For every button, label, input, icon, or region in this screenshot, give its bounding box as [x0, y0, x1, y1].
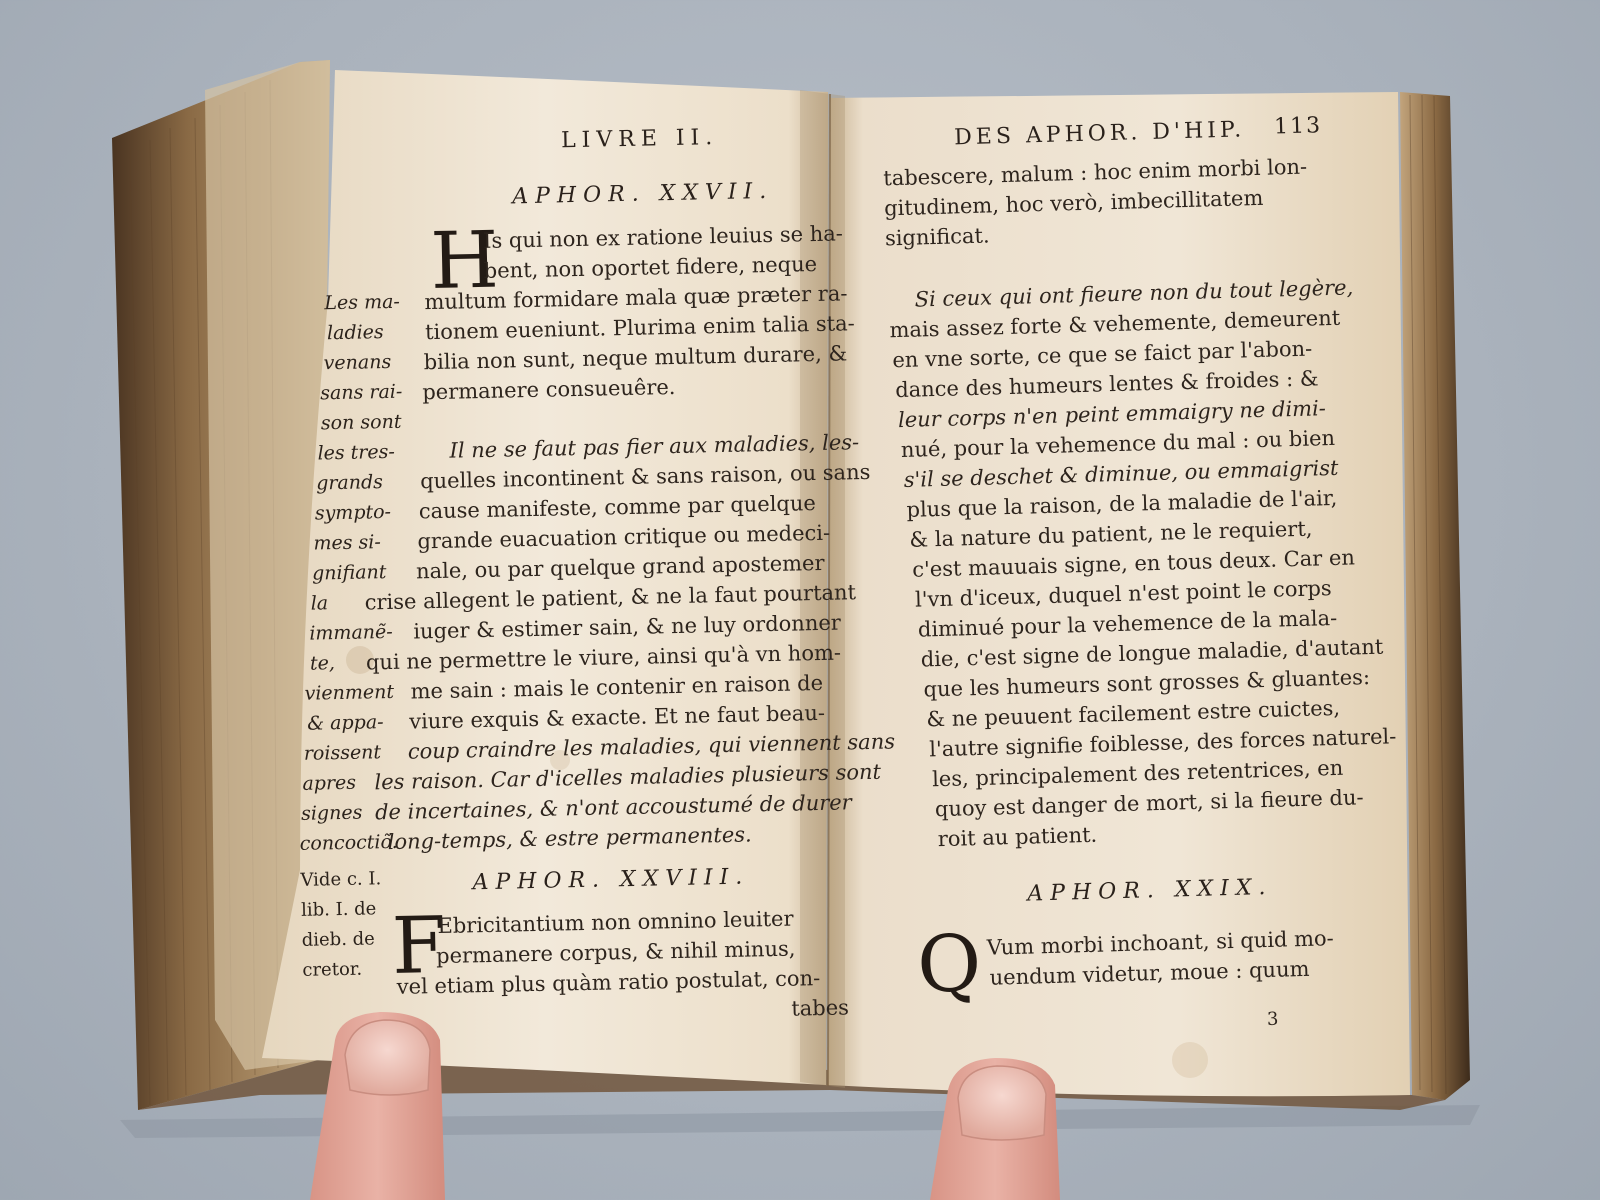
text-line: les raison. Car d'icelles maladies plusieurs sont	[374, 759, 882, 795]
text-line: crise allegent le patient, & ne la faut pourtant	[364, 580, 857, 615]
margin-note: roissent	[303, 741, 382, 765]
text-line: long-temps, & estre permanentes.	[387, 822, 752, 855]
text-line: quelles incontinent & sans raison, ou sans	[419, 459, 871, 494]
margin-note: signes	[300, 801, 363, 825]
text-line: permanere corpus, & nihil minus,	[435, 936, 796, 969]
left-running-head: LIVRE II.	[560, 124, 719, 154]
text-line: s'il se deschet & diminue, ou emmaigrist	[903, 455, 1339, 492]
aphor-28-title: APHOR. XXVIII.	[472, 864, 750, 896]
text-line: me sain : mais le contenir en raison de	[410, 670, 824, 704]
text-line: viure exquis & exacte. Et ne faut beau-	[408, 700, 826, 734]
text-line: roit au patient.	[937, 822, 1098, 852]
text-line: leur corps n'en peint emmaigry ne dimi-	[897, 396, 1327, 433]
text-line: & ne peuuent facilement estre cuictes,	[926, 695, 1341, 732]
text-line: iuger & estimer sain, & ne luy ordonner	[413, 610, 842, 644]
text-line: diminué pour la vehemence de la mala-	[917, 605, 1338, 642]
right-running-head: DES APHOR. D'HIP.	[953, 117, 1246, 151]
text-line: Is qui non ex ratione leuius se ha-	[482, 221, 844, 253]
text-line: Vum morbi inchoant, si quid mo-	[986, 926, 1335, 960]
margin-note: ladies	[326, 321, 384, 345]
margin-note: mes si-	[313, 531, 381, 555]
margin-note: apres	[302, 771, 357, 795]
text-line: en vne sorte, ce que se faict par l'abon-	[892, 336, 1313, 373]
margin-note: immanẽ-	[309, 620, 393, 645]
margin-ref-line: Vide c. I.	[300, 868, 382, 891]
text-line: significat.	[884, 223, 990, 251]
text-line: multum formidare mala quæ præter ra-	[424, 281, 848, 315]
margin-note: sympto-	[314, 500, 392, 525]
text-line: Ebricitantium non omnino leuiter	[437, 906, 794, 939]
text-line: c'est mauuais signe, en tous deux. Car en	[911, 545, 1356, 582]
text-line: qui ne permettre le viure, ainsi qu'à vn hom-	[365, 640, 842, 675]
text-line: cause manifeste, comme par quelque	[418, 491, 817, 524]
text-line: coup craindre les maladies, qui viennent sans	[407, 729, 896, 764]
text-line: Il ne se faut pas fier aux maladies, les-	[449, 430, 860, 463]
margin-note: grands	[315, 471, 384, 495]
text-line: permanere consueuêre.	[422, 374, 676, 405]
margin-note: venans	[323, 350, 392, 375]
text-line: Si ceux qui ont fieure non du tout legère,	[914, 275, 1354, 312]
margin-note: te,	[309, 652, 336, 675]
text-line: l'autre signifie foiblesse, des forces naturel-	[928, 724, 1397, 762]
text-line: uendum videtur, moue : quum	[989, 956, 1310, 990]
text-line: bilia non sunt, neque multum durare, &	[423, 341, 848, 375]
text-line: grande euacuation critique ou medeci-	[417, 520, 831, 554]
drop-cap-h: H	[429, 215, 500, 308]
text-line: bent, non oportet fidere, neque	[483, 251, 818, 283]
margin-note: concoctiõ.	[299, 830, 398, 855]
aphor-27-title: APHOR. XXVII.	[511, 178, 774, 210]
text-line: plus que la raison, de la maladie de l'air,	[906, 485, 1338, 522]
text-line: & la nature du patient, ne le requiert,	[909, 516, 1313, 552]
page-number: 113	[1273, 113, 1323, 140]
margin-note: sans rai-	[320, 380, 403, 405]
margin-note: son sont	[320, 410, 402, 435]
text-line: tionem eueniunt. Plurima enim talia sta-	[424, 311, 855, 345]
aphor-29-title: APHOR. XXIX.	[1027, 874, 1273, 907]
text-line: quoy est danger de mort, si la fieure du-	[934, 785, 1364, 822]
signature-mark: 3	[1266, 1008, 1279, 1031]
margin-note: la	[310, 592, 329, 615]
margin-ref-line: dieb. de	[301, 928, 376, 951]
text-line: die, c'est signe de longue maladie, d'autant	[920, 634, 1384, 672]
margin-note: les tres-	[317, 440, 396, 465]
text-line: mais assez forte & vehemente, demeurent	[889, 305, 1341, 343]
margin-note: gnifiant	[311, 561, 387, 585]
text-line: nué, pour la vehemence du mal : ou bien	[900, 425, 1336, 463]
drop-cap-f: F	[390, 900, 447, 992]
text-line: les, principalement des retentrices, en	[931, 755, 1344, 792]
text-line: nale, ou par quelque grand apostemer	[415, 550, 825, 584]
text-line: tabes	[791, 995, 850, 1021]
drop-cap-q: Q	[916, 918, 983, 1011]
margin-note: & appa-	[306, 711, 384, 735]
text-line: de incertaines, & n'ont accoustumé de durer	[374, 790, 852, 825]
text-line: vel etiam plus quàm ratio postulat, con-	[396, 966, 821, 999]
text-line: l'vn d'iceux, duquel n'est point le corps	[914, 576, 1332, 612]
text-line: gitudinem, hoc verò, imbecillitatem	[883, 185, 1264, 221]
text-line: tabescere, malum : hoc enim morbi lon-	[882, 154, 1308, 191]
margin-note: Les ma-	[324, 290, 401, 315]
margin-ref-line: lib. I. de	[300, 898, 377, 921]
text-line: que les humeurs sont grosses & gluantes:	[923, 665, 1371, 702]
text-line: dance des humeurs lentes & froides : &	[894, 366, 1319, 403]
margin-note: vienment	[304, 680, 395, 705]
margin-ref-line: cretor.	[302, 958, 363, 981]
